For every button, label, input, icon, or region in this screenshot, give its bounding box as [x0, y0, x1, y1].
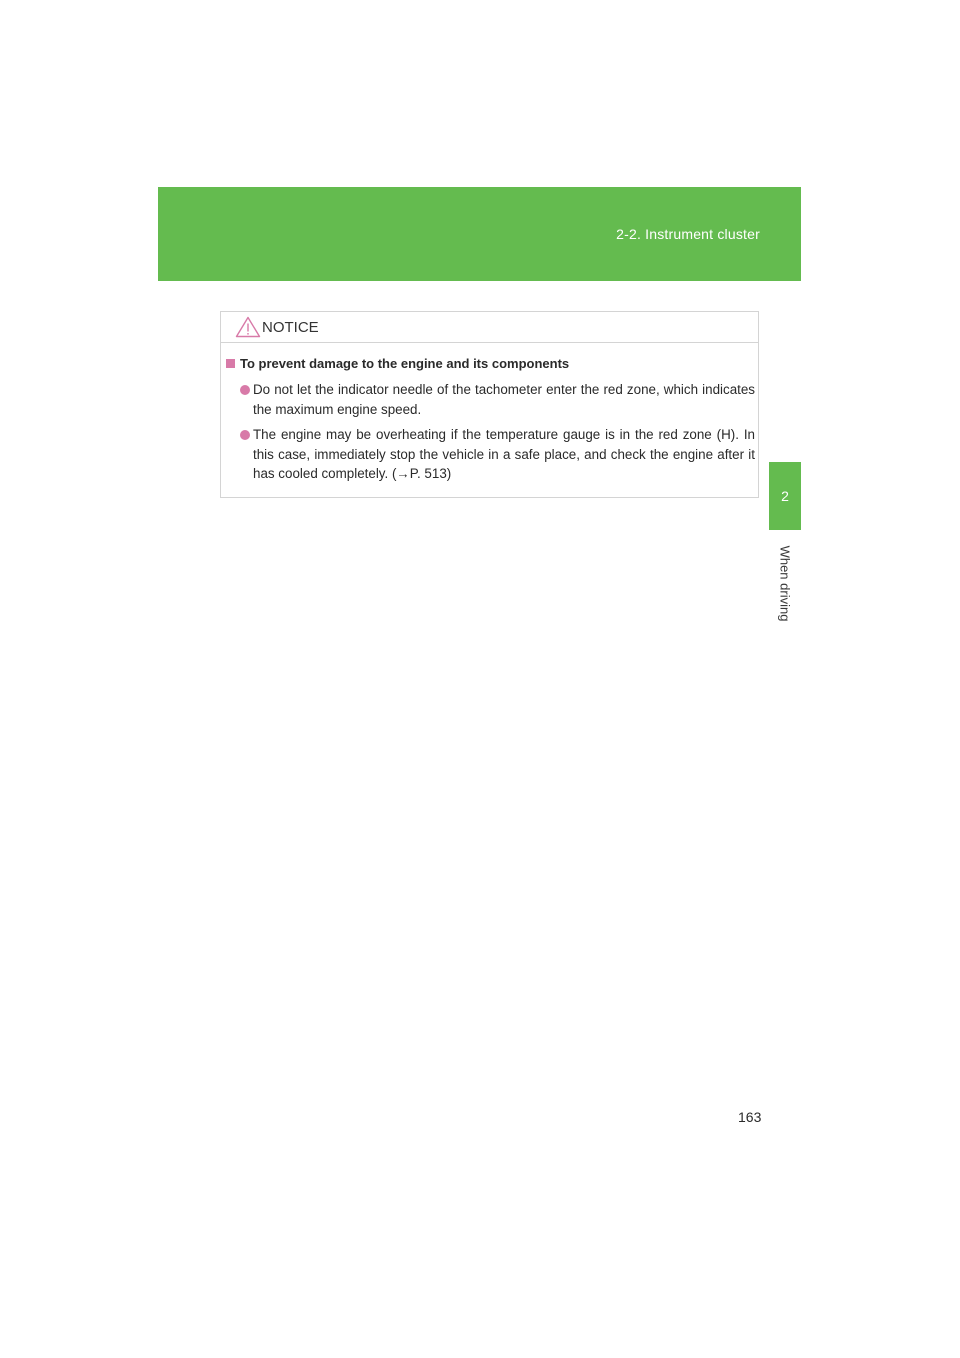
notice-header	[221, 312, 758, 343]
notice-title: NOTICE	[262, 319, 319, 336]
header-band	[158, 187, 801, 281]
warning-triangle-icon	[235, 316, 261, 338]
notice-box	[220, 311, 759, 498]
chapter-label: When driving	[777, 545, 793, 622]
chapter-tab	[769, 462, 801, 530]
notice-bullet-1	[240, 380, 755, 419]
notice-bullet-text: Do not let the indicator needle of the tachometer enter the red zone, which indicates the maximum engine speed.	[253, 382, 755, 417]
notice-subheading	[226, 356, 569, 371]
section-title: 2-2. Instrument cluster	[616, 226, 760, 242]
bullet-dot-icon	[240, 430, 250, 440]
square-bullet-icon	[226, 359, 235, 368]
bullet-dot-icon	[240, 385, 250, 395]
notice-bullet-2	[240, 425, 755, 484]
notice-subheading-text: To prevent damage to the engine and its components	[240, 356, 570, 371]
chapter-number: 2	[781, 488, 789, 504]
page-number: 163	[738, 1109, 762, 1125]
notice-bullet-text: The engine may be overheating if the temperature gauge is in the red zone (H). In this case, immediately stop the vehicle in a safe place, and check the engine after it has cooled completely. (→P. 513)	[253, 427, 755, 481]
